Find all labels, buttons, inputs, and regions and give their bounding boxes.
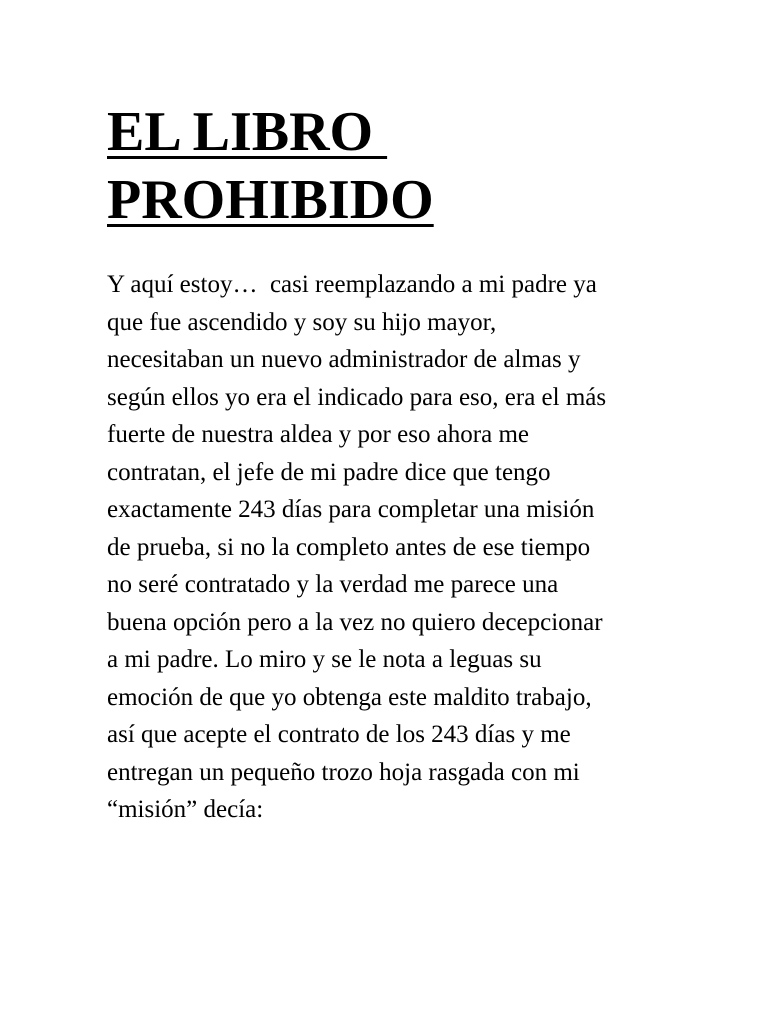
text-line: Y aquí estoy… casi reemplazando a mi padre ya: [107, 271, 597, 298]
text-line: que fue ascendido y soy su hijo mayor,: [107, 308, 497, 336]
text-line: así que acepte el contrato de los 243 días y me: [107, 721, 571, 748]
text-line: entregan un pequeño trozo hoja rasgada con mi: [107, 758, 580, 786]
text-line: emoción de que yo obtenga este maldito trabajo,: [107, 683, 592, 711]
text-line: buena opción pero a la vez no quiero decepcionar: [107, 608, 603, 636]
text-line: contratan, el jefe de mi padre dice que tengo: [107, 458, 551, 486]
title-line: EL LIBRO: [107, 101, 388, 163]
text-line: exactamente 243 días para completar una misión: [107, 496, 595, 523]
text-line: “misión” decía:: [107, 796, 264, 823]
text-line: necesitaban un nuevo administrador de almas y: [107, 346, 581, 373]
body-paragraph: [107, 266, 667, 829]
text-line: no seré contratado y la verdad me parece una: [107, 571, 559, 598]
document-title: [107, 98, 667, 234]
text-line: a mi padre. Lo miro y se le nota a leguas su: [107, 646, 542, 673]
text-line: de prueba, si no la completo antes de ese tiempo: [107, 533, 591, 561]
text-line: fuerte de nuestra aldea y por eso ahora me: [107, 421, 530, 448]
text-line: según ellos yo era el indicado para eso, era el más: [107, 383, 607, 411]
title-line: PROHIBIDO: [107, 169, 434, 231]
